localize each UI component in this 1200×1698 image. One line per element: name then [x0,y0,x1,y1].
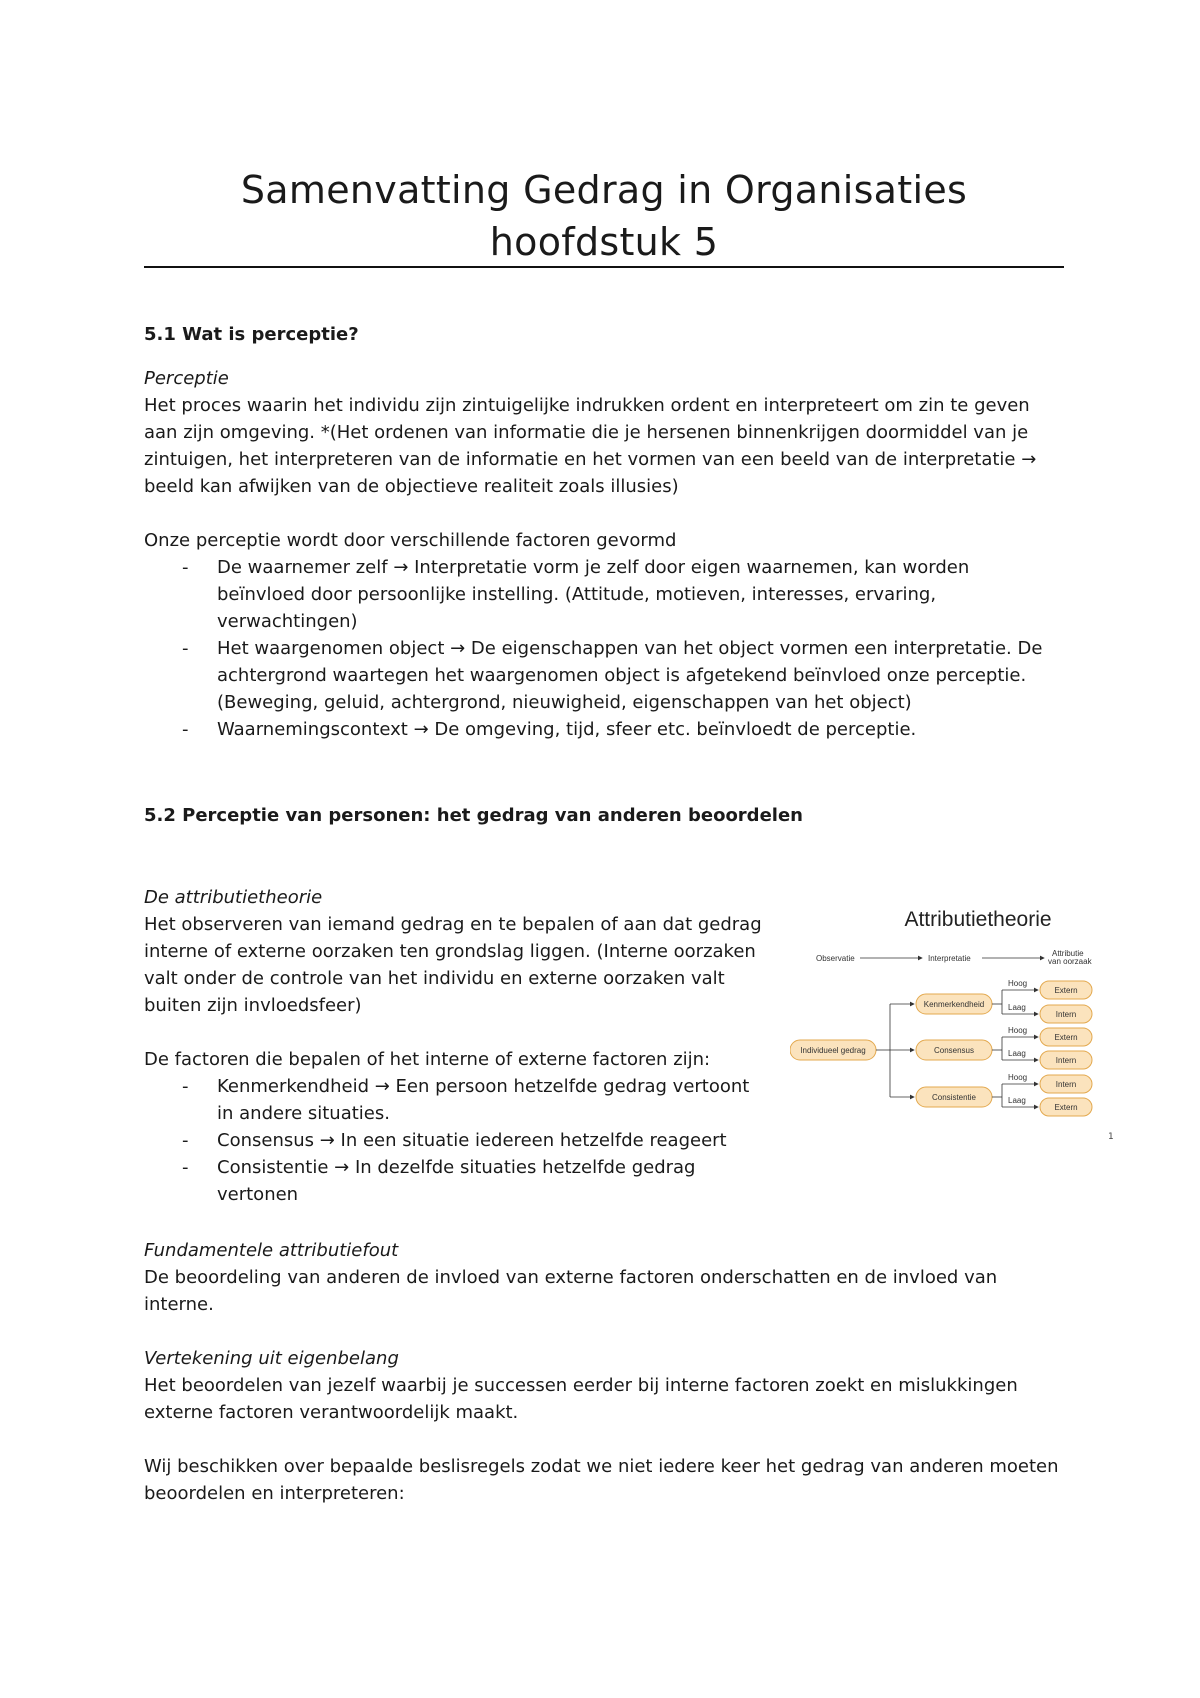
outcome-label: Intern [1055,1080,1077,1089]
factor-label: Consensus [933,1046,975,1055]
header-interpretatie: Interpretatie [928,954,971,963]
dash-bullet: - [182,638,189,659]
text-line: Consistentie → In dezelfde situaties hetzelfde gedrag [217,1157,696,1178]
text-line: Het observeren van iemand gedrag en te bepalen of aan dat gedrag [144,914,762,935]
level-label: Laag [1008,1049,1026,1058]
title-divider [144,266,1064,268]
perceptie-definition [144,392,1064,500]
text-line: interne of externe oorzaken ten grondslag liggen. (Interne oorzaken [144,941,756,962]
text-line: Kenmerkendheid → Een persoon hetzelfde gedrag vertoont [217,1076,750,1097]
outcome-label: Extern [1054,1033,1078,1042]
text-line: Het beoordelen van jezelf waarbij je successen eerder bij interne factoren zoekt en mislukkingen [144,1375,1018,1396]
text-line: beoordelen en interpreteren: [144,1483,405,1504]
list-item [144,716,1064,743]
level-label: Laag [1008,1003,1026,1012]
dash-bullet: - [182,719,189,740]
text-line: buiten zijn invloedsfeer) [144,995,362,1016]
outcome-label: Extern [1054,1103,1078,1112]
header-observatie: Observatie [816,954,855,963]
level-label: Hoog [1008,1073,1028,1082]
attributietheorie-block [144,884,784,1208]
attributietheorie-diagram [790,902,1110,1142]
text-line: in andere situaties. [217,1103,390,1124]
section-5-1 [144,321,1064,743]
factors-intro: De factoren die bepalen of het interne of externe factoren zijn: [144,1049,711,1070]
text-line: Waarnemingscontext → De omgeving, tijd, sfeer etc. beïnvloedt de perceptie. [217,719,917,740]
section-5-2 [144,802,1064,829]
document-title [144,164,1064,268]
figure-title: Attributietheorie [904,908,1052,931]
factors-intro: Onze perceptie wordt door verschillende factoren gevormd [144,530,677,551]
factor-label: Kenmerkendheid [923,1000,985,1009]
text-line: valt onder de controle van het individu en externe oorzaken valt [144,968,725,989]
text-line: beïnvloed door persoonlijke instelling. (Attitude, motieven, interesses, ervaring, [217,584,937,605]
title-line-2: hoofdstuk 5 [489,220,719,264]
text-line: Het waargenomen object → De eigenschappen van het object vormen een interpretatie. De [217,638,1043,659]
text-line: externe factoren verantwoordelijk maakt. [144,1402,519,1423]
dash-bullet: - [182,1157,189,1178]
term-perceptie: Perceptie [144,368,229,389]
level-label: Hoog [1008,1026,1028,1035]
outcome-label: Intern [1055,1010,1077,1019]
term-attributietheorie: De attributietheorie [144,887,323,908]
list-item [144,1127,784,1154]
factors-list [144,554,1064,743]
list-item [144,1073,784,1127]
text-line: De waarnemer zelf → Interpretatie vorm je zelf door eigen waarnemen, kan worden [217,557,970,578]
outcome-label: Intern [1055,1056,1077,1065]
diagram-svg [790,902,1110,1142]
section-heading: 5.2 Perceptie van personen: het gedrag van anderen beoordelen [144,805,803,826]
text-line: verwachtingen) [217,611,358,632]
level-label: Hoog [1008,979,1028,988]
attribution-factors-list [144,1073,784,1208]
text-line: (Beweging, geluid, achtergrond, nieuwigheid, eigenschappen van het object) [217,692,912,713]
level-label: Laag [1008,1096,1026,1105]
title-line-1: Samenvatting Gedrag in Organisaties [240,168,968,212]
text-line: vertonen [217,1184,299,1205]
text-line: aan zijn omgeving. *(Het ordenen van informatie die je hersenen binnenkrijgen doormiddel van je [144,422,1029,443]
factor-label: Consistentie [931,1093,977,1102]
text-line: Wij beschikken over bepaalde beslisregels zodat we niet iedere keer het gedrag van anderen moeten [144,1456,1059,1477]
footnote-marker: 1 [1108,1132,1114,1142]
text-line: achtergrond waartegen het waargenomen object is afgetekend beïnvloed onze perceptie. [217,665,1027,686]
text-line: Consensus → In een situatie iedereen hetzelfde reageert [217,1130,727,1151]
term-vertekening: Vertekening uit eigenbelang [144,1348,399,1369]
dash-bullet: - [182,1130,189,1151]
text-line: zintuigen, het interpreteren van de informatie en het vormen van een beeld van de interpretatie → [144,449,1037,470]
outcome-label: Extern [1054,986,1078,995]
list-item [144,635,1064,716]
section-5-2-continued [144,1237,1064,1507]
text-line: De beoordeling van anderen de invloed van externe factoren onderschatten en de invloed van [144,1267,998,1288]
list-item [144,554,1064,635]
list-item [144,1154,784,1208]
section-heading: 5.1 Wat is perceptie? [144,324,359,345]
text-line: interne. [144,1294,214,1315]
header-attributie-2: van oorzaak [1048,957,1092,966]
source-label: Individueel gedrag [800,1046,866,1055]
term-fundamentele-attributiefout: Fundamentele attributiefout [144,1240,399,1261]
header-attributie-1: Attributie [1052,949,1084,958]
text-line: Het proces waarin het individu zijn zintuigelijke indrukken ordent en interpreteert om zin te geven [144,395,1030,416]
text-line: beeld kan afwijken van de objectieve realiteit zoals illusies) [144,476,679,497]
dash-bullet: - [182,557,189,578]
dash-bullet: - [182,1076,189,1097]
